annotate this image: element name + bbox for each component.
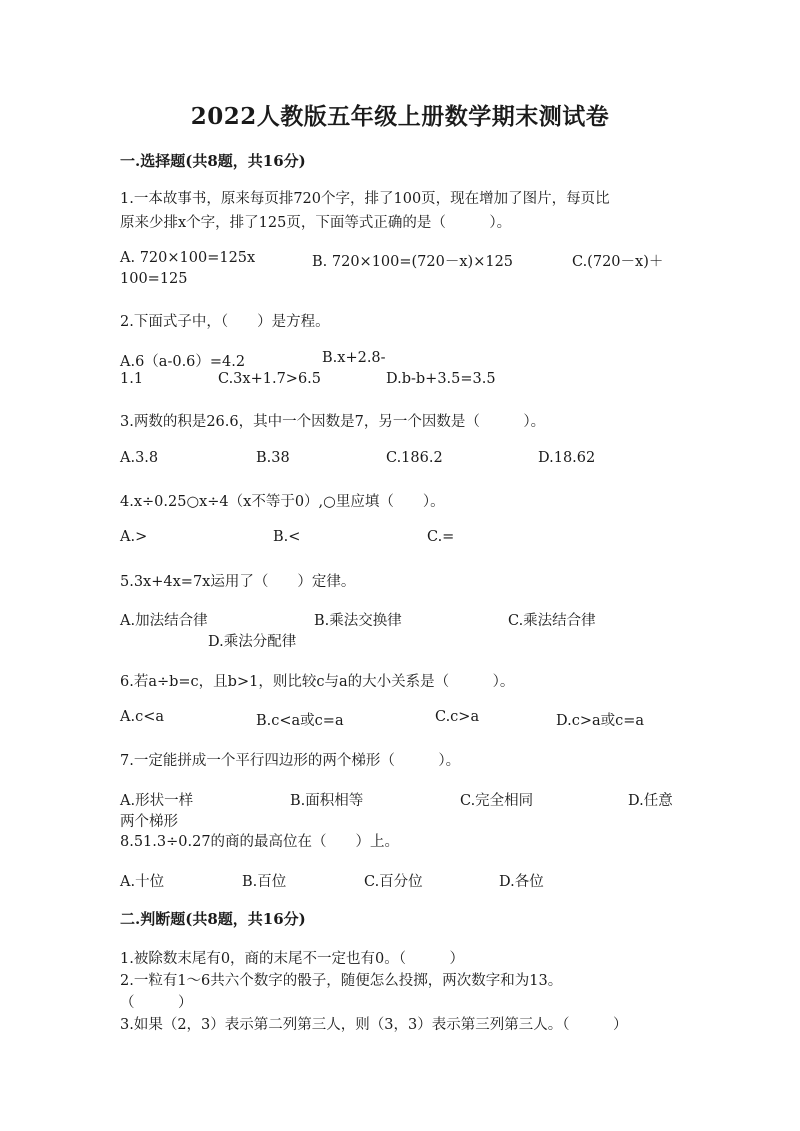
question-2-option-b-cont: 1.1 [120, 371, 144, 387]
question-8-option-c: C.百分位 [364, 874, 423, 890]
question-5-option-b: B.乘法交换律 [314, 613, 402, 629]
question-1-option-c-cont: 100=125 [120, 271, 188, 287]
question-5-option-a: A.加法结合律 [120, 613, 208, 629]
question-4-option-a: A.> [120, 529, 148, 545]
question-6-option-b: B.c<a或c=a [256, 713, 344, 729]
question-2-option-b: B.x+2.8- [322, 350, 386, 366]
judgment-3: 3.如果（2，3）表示第二列第三人，则（3，3）表示第三列第三人。（ ） [120, 1017, 628, 1033]
question-7-option-d-cont: 两个梯形 [120, 814, 178, 830]
judgment-1: 1.被除数末尾有0，商的末尾不一定也有0。（ ） [120, 951, 465, 967]
question-3-option-c: C.186.2 [386, 450, 443, 466]
question-3-option-a: A.3.8 [120, 450, 159, 466]
question-8-option-d: D.各位 [499, 874, 544, 890]
question-6-option-a: A.c<a [120, 709, 164, 725]
question-8-stem: 8.51.3÷0.27的商的最高位在（ ）上。 [120, 834, 400, 850]
question-7-option-c: C.完全相同 [460, 793, 534, 809]
question-3-option-b: B.38 [256, 450, 290, 466]
question-5-option-c: C.乘法结合律 [508, 613, 596, 629]
question-4-option-c: C.= [427, 529, 455, 545]
question-8-option-a: A.十位 [120, 874, 165, 890]
question-2-option-d: D.b-b+3.5=3.5 [386, 371, 496, 387]
question-1-option-c: C.(720－x)＋ [572, 254, 664, 270]
question-5-option-d: D.乘法分配律 [208, 634, 297, 650]
question-7-option-b: B.面积相等 [290, 793, 364, 809]
question-2-option-a: A.6（a-0.6）=4.2 [120, 354, 246, 370]
question-1-option-b: B. 720×100=(720－x)×125 [312, 254, 514, 270]
section-heading-judgment: 二.判断题(共8题，共16分) [120, 910, 306, 928]
judgment-2-line2: （ ） [120, 995, 193, 1011]
question-4-stem: 4.x÷0.25○x÷4（x不等于0）,○里应填（ ）。 [120, 494, 445, 510]
page-title: 2022人教版五年级上册数学期末测试卷 [190, 103, 610, 130]
question-1-stem-line1: 1.一本故事书，原来每页排720个字，排了100页，现在增加了图片，每页比 [120, 191, 610, 207]
question-3-stem: 3.两数的积是26.6，其中一个因数是7，另一个因数是（ ）。 [120, 414, 546, 430]
question-6-option-c: C.c>a [435, 709, 480, 725]
section-heading-choice: 一.选择题(共8题，共16分) [120, 152, 306, 170]
question-2-option-c: C.3x+1.7>6.5 [218, 371, 322, 387]
judgment-2-line1: 2.一粒有1～6共六个数字的骰子，随便怎么投掷，两次数字和为13。 [120, 973, 563, 989]
question-3-option-d: D.18.62 [538, 450, 596, 466]
question-2-stem: 2.下面式子中，（ ）是方程。 [120, 314, 330, 330]
question-7-option-d: D.任意 [628, 793, 673, 809]
question-6-stem: 6.若a÷b=c，且b>1，则比较c与a的大小关系是（ ）。 [120, 674, 515, 690]
question-1-stem-line2: 原来少排x个字，排了125页，下面等式正确的是（ ）。 [120, 215, 512, 231]
question-7-option-a: A.形状一样 [120, 793, 194, 809]
question-1-option-a: A. 720×100=125x [120, 250, 256, 266]
question-8-option-b: B.百位 [242, 874, 287, 890]
question-4-option-b: B.< [273, 529, 301, 545]
question-7-stem: 7.一定能拼成一个平行四边形的两个梯形（ ）。 [120, 753, 461, 769]
question-6-option-d: D.c>a或c=a [556, 713, 645, 729]
question-5-stem: 5.3x+4x=7x运用了（ ）定律。 [120, 574, 356, 590]
